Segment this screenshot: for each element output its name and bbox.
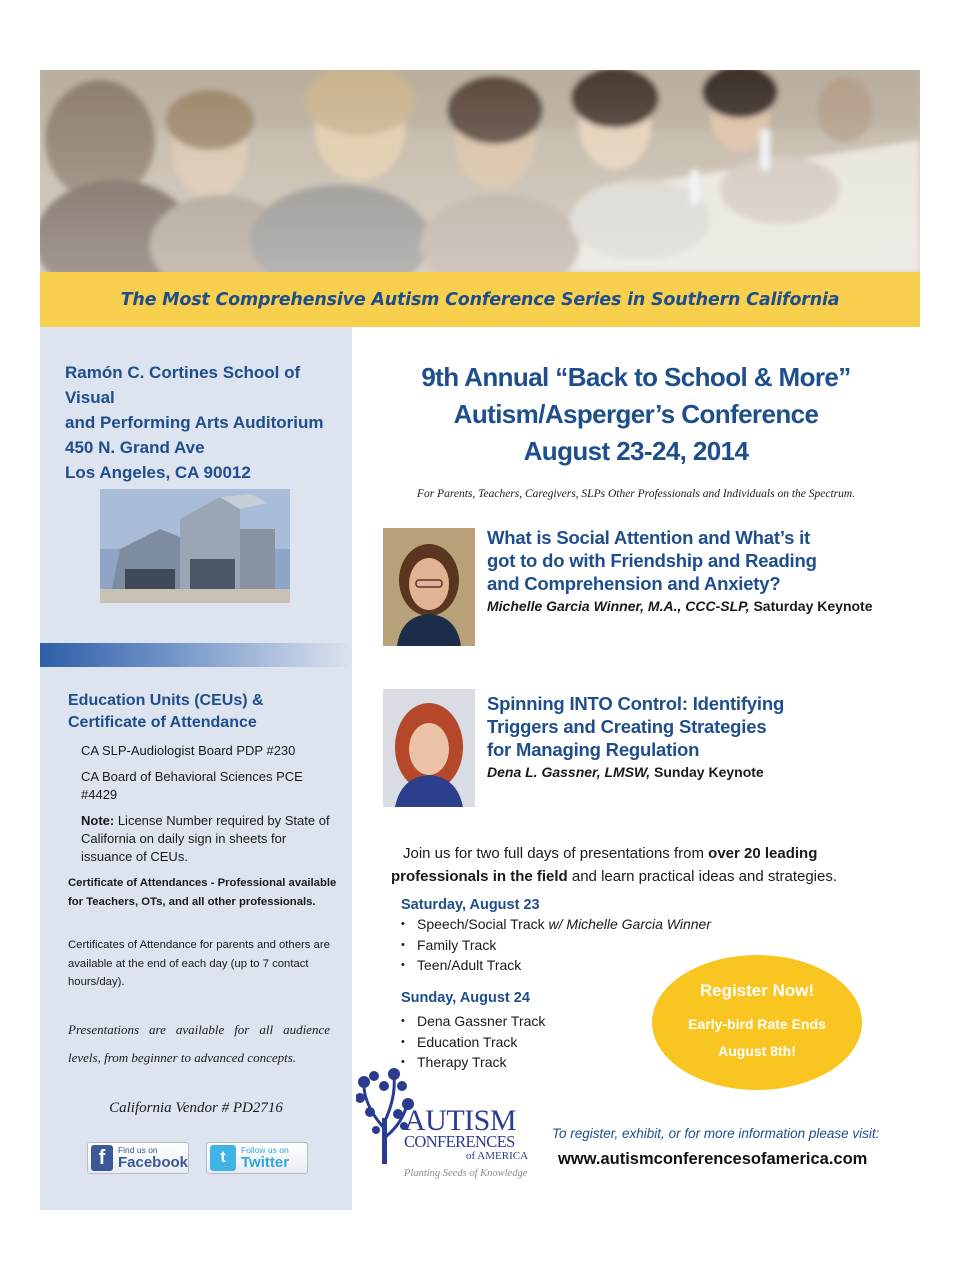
conference-subtitle: Autism/Asperger’s Conference xyxy=(453,399,819,429)
speaker-photo-michelle xyxy=(383,528,475,646)
twitter-small-text: Follow us on xyxy=(241,1145,289,1156)
register-headline: Register Now! xyxy=(699,980,815,1000)
ceu-behavioral-board: CA Board of Behavioral Sciences PCE #4429 xyxy=(81,769,303,802)
sunday-heading: Sunday, August 24 xyxy=(401,990,530,1006)
note-text: License Number required by State of California on daily sign in sheets for issuance of CEUs. xyxy=(81,813,330,864)
speaker-role: Sunday Keynote xyxy=(650,764,764,780)
logo-slogan: Planting Seeds of Knowledge xyxy=(404,1168,528,1179)
visit-instructions: To register, exhibit, or for more information please visit: xyxy=(552,1126,880,1141)
speaker-name: Dena L. Gassner, LMSW, xyxy=(487,764,651,780)
saturday-tracks xyxy=(401,914,711,976)
ceu-note xyxy=(81,812,331,866)
join-emphasis: over 20 leading xyxy=(708,845,818,862)
track-item: • Education Track xyxy=(401,1032,545,1053)
audience-levels-note: Presentations are available for all audience levels, from beginner to advanced concepts. xyxy=(68,1022,330,1065)
facebook-large-text: Facebook xyxy=(117,1153,188,1171)
tagline-banner xyxy=(40,272,920,327)
track-name: Speech/Social Track xyxy=(417,916,549,932)
panel-divider-bar xyxy=(40,643,352,667)
join-text: and learn practical ideas and strategies. xyxy=(567,868,838,885)
venue-line: Los Angeles, CA 90012 xyxy=(65,463,251,482)
venue-line: Ramón C. Cortines School of Visual xyxy=(65,363,301,407)
sunday-tracks xyxy=(401,1011,545,1073)
track-item xyxy=(401,914,711,935)
tagline-text: The Most Comprehensive Autism Conference Series in Southern California xyxy=(120,289,840,310)
hero-audience-photo xyxy=(40,70,920,272)
twitter-large-text: Twitter xyxy=(241,1153,290,1171)
ceu-heading xyxy=(68,690,338,734)
register-deadline: August 8th! xyxy=(718,1042,796,1059)
keynote-title-line: for Managing Regulation xyxy=(487,739,700,760)
keynote-title-line: and Comprehension and Anxiety? xyxy=(487,573,781,594)
keynote-title-line: What is Social Attention and What’s it xyxy=(487,527,811,548)
ceu-slp-board: CA SLP-Audiologist Board PDP #230 xyxy=(81,743,296,758)
track-item: • Teen/Adult Track xyxy=(401,955,711,976)
keynote-title-1 xyxy=(487,526,907,595)
register-now-badge[interactable] xyxy=(652,955,862,1090)
speaker-name: Michelle Garcia Winner, M.A., CCC-SLP, xyxy=(487,598,750,614)
keynote-speaker-2 xyxy=(487,764,917,780)
facebook-button[interactable] xyxy=(87,1142,189,1174)
saturday-heading: Saturday, August 23 xyxy=(401,897,540,913)
register-early-bird: Early-bird Rate Ends xyxy=(688,1015,826,1032)
join-line-2 xyxy=(391,865,881,888)
join-emphasis: professionals in the field xyxy=(391,868,568,885)
conference-title: 9th Annual “Back to School & More” xyxy=(421,362,851,392)
note-label: Note: xyxy=(81,813,115,828)
ceu-heading-line: Education Units (CEUs) & xyxy=(68,692,264,709)
conference-dates: August 23-24, 2014 xyxy=(523,436,749,466)
logo-word-autism: AUTISM xyxy=(404,1104,517,1137)
speaker-role: Saturday Keynote xyxy=(749,598,873,614)
website-link[interactable]: www.autismconferencesofamerica.com xyxy=(558,1150,868,1168)
logo-word-conferences: CONFERENCES xyxy=(404,1132,515,1151)
ceu-parent-certificate: Certificates of Attendance for parents and others are available at the end of each day (up to 7 contact hours/day). xyxy=(68,939,330,988)
facebook-icon: f xyxy=(91,1145,113,1171)
audience-illustration xyxy=(40,70,920,272)
keynote-title-line: got to do with Friendship and Reading xyxy=(487,550,817,571)
vendor-number: California Vendor # PD2716 xyxy=(109,1100,283,1116)
keynote-title-line: Spinning INTO Control: Identifying xyxy=(487,693,785,714)
venue-building-photo xyxy=(100,489,290,603)
track-speaker: w/ Michelle Garcia Winner xyxy=(548,916,711,932)
track-item: • Dena Gassner Track xyxy=(401,1011,545,1032)
venue-line: 450 N. Grand Ave xyxy=(65,438,205,457)
join-text: Join us for two full days of presentations from xyxy=(403,845,709,862)
ceu-heading-line: Certificate of Attendance xyxy=(68,714,257,731)
facebook-small-text: Find us on xyxy=(117,1145,158,1156)
venue-address xyxy=(65,360,350,485)
join-paragraph xyxy=(391,842,881,888)
logo-word-of-america: of AMERICA xyxy=(466,1150,529,1162)
audience-line: For Parents, Teachers, Caregivers, SLPs Other Professionals and Individuals on the Spectrum. xyxy=(416,488,856,500)
speaker-photo-dena xyxy=(383,689,475,807)
venue-line: and Performing Arts Auditorium xyxy=(65,413,324,432)
track-item: • Therapy Track xyxy=(401,1052,545,1073)
twitter-button[interactable] xyxy=(206,1142,308,1174)
join-line-1 xyxy=(391,842,881,865)
track-item: • Family Track xyxy=(401,935,711,956)
twitter-icon: t xyxy=(210,1145,236,1171)
keynote-title-line: Triggers and Creating Strategies xyxy=(487,716,767,737)
keynote-speaker-1 xyxy=(487,598,917,614)
ceu-professional-certificate: Certificate of Attendances - Professional available for Teachers, OTs, and all other professionals. xyxy=(68,877,337,908)
keynote-title-2 xyxy=(487,692,907,761)
